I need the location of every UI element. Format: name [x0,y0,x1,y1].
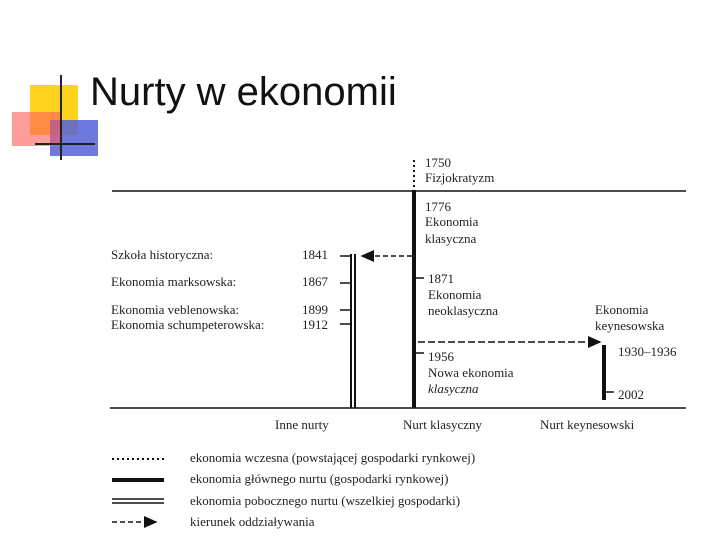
label-1750-year: 1750 [425,155,451,170]
label-veblen-school: Ekonomia veblenowska: [111,302,240,317]
label-1956-name-2: klasyczna [428,381,479,396]
label-schumpeter-year: 1912 [302,317,328,332]
label-schumpeter-school: Ekonomia schumpeterowska: [111,317,265,332]
label-historical-year: 1841 [302,247,328,262]
legend-label-influence: kierunek oddziaływania [190,514,315,529]
label-1871-year: 1871 [428,271,454,286]
label-1776-year: 1776 [425,199,451,214]
label-keynesian-name-2: keynesowska [595,318,665,333]
column-label-classical: Nurt klasyczny [403,417,483,432]
page-title: Nurty w ekonomii [90,70,397,114]
legend-label-early: ekonomia wczesna (powstającej gospodarki rynkowej) [190,450,476,465]
legend-label-mainstream: ekonomia głównego nurtu (gospodarki rynkowej) [190,471,449,486]
label-1956-name-1: Nowa ekonomia [428,365,514,380]
label-marxian-year: 1867 [302,274,328,289]
label-keynesian-name-1: Ekonomia [595,302,649,317]
column-label-keynesian: Nurt keynesowski [540,417,635,432]
label-1871-name-2: neoklasyczna [428,303,499,318]
column-label-other: Inne nurty [275,417,329,432]
label-1750-name: Fizjokratyzm [425,170,495,185]
label-keynesian-end: 2002 [618,387,644,402]
label-1776-name-2: klasyczna [425,231,477,246]
legend-label-side: ekonomia pobocznego nurtu (wszelkiej gospodarki) [190,493,461,508]
label-veblen-year: 1899 [302,302,328,317]
label-1956-year: 1956 [428,349,454,364]
label-marxian-school: Ekonomia marksowska: [111,274,237,289]
label-1871-name-1: Ekonomia [428,287,482,302]
label-keynesian-years: 1930–1936 [618,344,677,359]
label-historical-school: Szkoła historyczna: [111,247,214,262]
label-1776-name-1: Ekonomia [425,214,479,229]
